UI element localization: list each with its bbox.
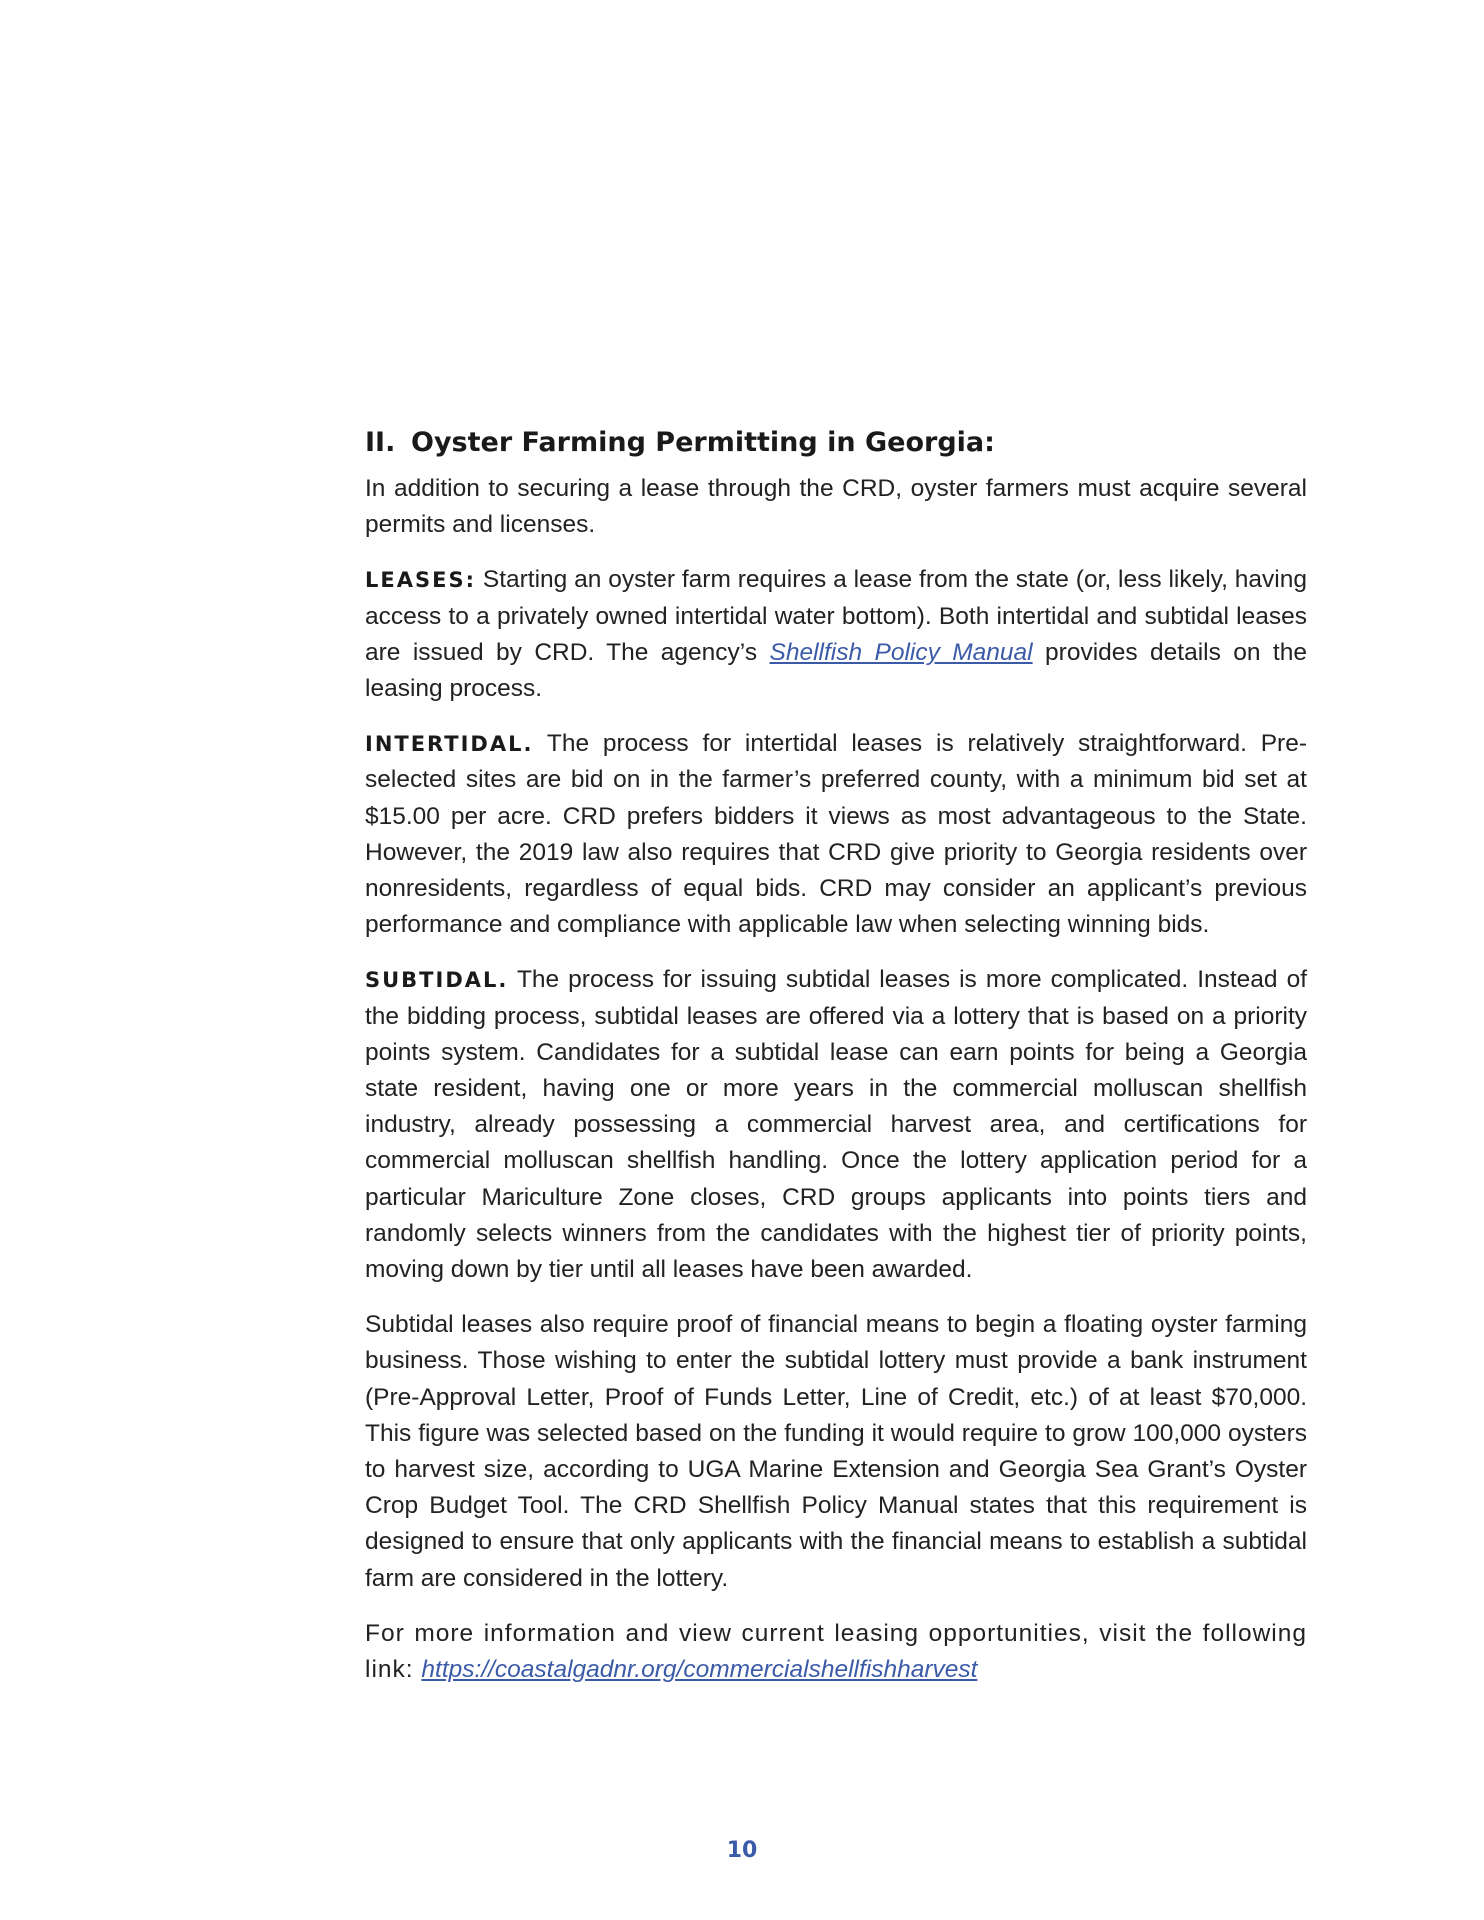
intertidal-label: INTERTIDAL. [365, 732, 534, 757]
intertidal-paragraph [365, 726, 1307, 943]
section-heading [365, 425, 1307, 461]
section-title: Oyster Farming Permitting in Georgia: [411, 427, 995, 458]
financial-paragraph: Subtidal leases also require proof of financial means to begin a floating oyster farming business. Those wishing to enter the subtidal lottery must provide a bank instrument (Pre-Approval Letter, Proof of Funds Letter, Line of Credit, etc.) of at least $70,000. This figure was selected based on the funding it would require to grow 100,000 oysters to harvest size, according to UGA Marine Extension and Georgia Sea Grant’s Oyster Crop Budget Tool. The CRD Shellfish Policy Manual states that this requirement is designed to ensure that only applicants with the financial means to establish a subtidal farm are considered in the lottery. [365, 1311, 1307, 1592]
leases-label: LEASES: [365, 568, 476, 593]
more-info-text: For more information and view current leasing opportunities, visit the following link: [365, 1619, 1307, 1684]
coastalgadnr-link[interactable]: https://coastalgadnr.org/commercialshellfishharvest [421, 1656, 978, 1684]
intertidal-text: The process for intertidal leases is relatively straightforward. Pre-selected sites are bid on in the farmer’s preferred county, with a minimum bid set at $15.00 per acre. CRD prefers bidders it views as most advantageous to the State. However, the 2019 law also requires that CRD give priority to Georgia residents over nonresidents, regardless of equal bids. CRD may consider an applicant’s previous performance and compliance with applicable law when selecting winning bids. [365, 730, 1307, 939]
subtidal-paragraph [365, 962, 1307, 1288]
section-content [365, 425, 1307, 1707]
more-info-paragraph [365, 1616, 1307, 1688]
leases-text-after: provides details on the leasing process. [365, 638, 1307, 703]
intro-paragraph: In addition to securing a lease through the CRD, oyster farmers must acquire several permits and licenses. [365, 475, 1307, 539]
page-number: 10 [726, 1838, 758, 1863]
leases-paragraph [365, 562, 1307, 707]
subtidal-label: SUBTIDAL. [365, 968, 509, 993]
leases-text-before: Starting an oyster farm requires a lease from the state (or, less likely, having access to a privately owned intertidal water bottom). Both intertidal and subtidal leases are issued by CRD. The agency’s [365, 566, 1307, 666]
subtidal-text: The process for issuing subtidal leases is more complicated. Instead of the bidding process, subtidal leases are offered via a lottery that is based on a priority points system. Candidates for a subtidal lease can earn points for being a Georgia state resident, having one or more years in the commercial molluscan shellfish industry, already possessing a commercial harvest area, and certifications for commercial molluscan shellfish handling. Once the lottery application period for a particular Mariculture Zone closes, CRD groups applicants into points tiers and randomly selects winners from the candidates with the highest tier of priority points, moving down by tier until all leases have been awarded. [365, 966, 1307, 1284]
shellfish-policy-manual-link[interactable]: Shellfish Policy Manual [769, 638, 1033, 666]
section-number: II. [365, 427, 396, 458]
